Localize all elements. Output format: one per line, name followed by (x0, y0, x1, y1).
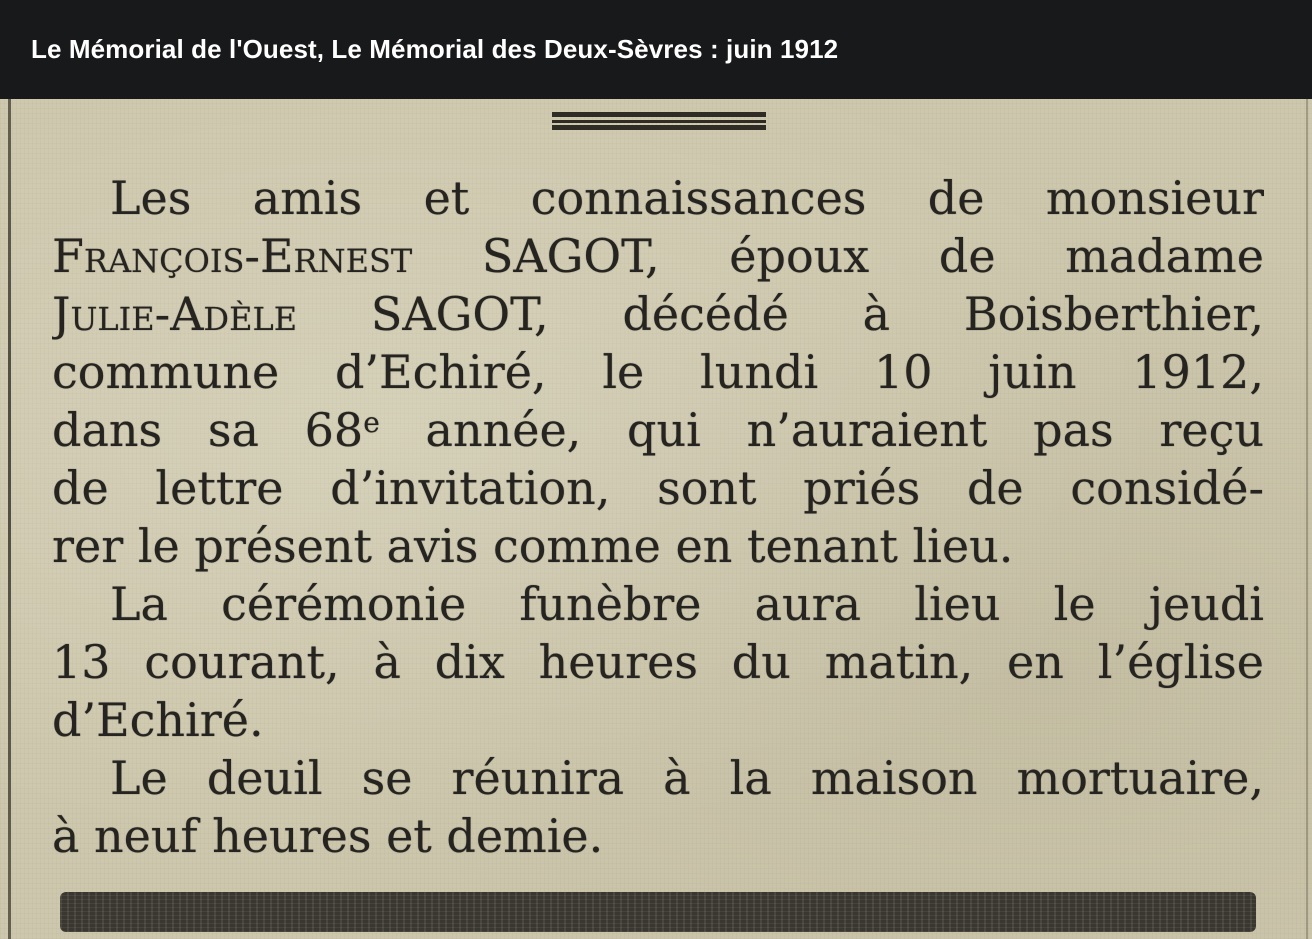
article-line: de lettre d’invitation, sont priés de considé- (52, 461, 1264, 515)
newspaper-scan (0, 99, 1312, 939)
page-edge-right (1306, 99, 1308, 939)
article-line: Julie-Adèle SAGOT, décédé à Boisberthier, (52, 287, 1264, 341)
article-line: d’Echiré. (52, 693, 264, 747)
bottom-separator-rule (60, 892, 1256, 932)
top-separator-rule (552, 112, 766, 130)
page-edge-left (8, 99, 11, 939)
article-line: rer le présent avis comme en tenant lieu. (52, 519, 1014, 573)
title-bar (0, 0, 1312, 99)
article-line: Le deuil se réunira à la maison mortuaire, (110, 751, 1264, 805)
obituary-notice (52, 169, 1264, 865)
article-line: à neuf heures et demie. (52, 809, 604, 863)
article-line: 13 courant, à dix heures du matin, en l’église (52, 635, 1264, 689)
article-line: François-Ernest SAGOT, époux de madame (52, 229, 1264, 283)
article-line: dans sa 68e année, qui n’auraient pas reçu (52, 403, 1264, 457)
article-line: Les amis et connaissances de monsieur (110, 171, 1264, 225)
article-line: commune d’Echiré, le lundi 10 juin 1912, (52, 345, 1264, 399)
article-line: La cérémonie funèbre aura lieu le jeudi (110, 577, 1264, 631)
document-title: Le Mémorial de l'Ouest, Le Mémorial des Deux-Sèvres : juin 1912 (31, 34, 839, 64)
